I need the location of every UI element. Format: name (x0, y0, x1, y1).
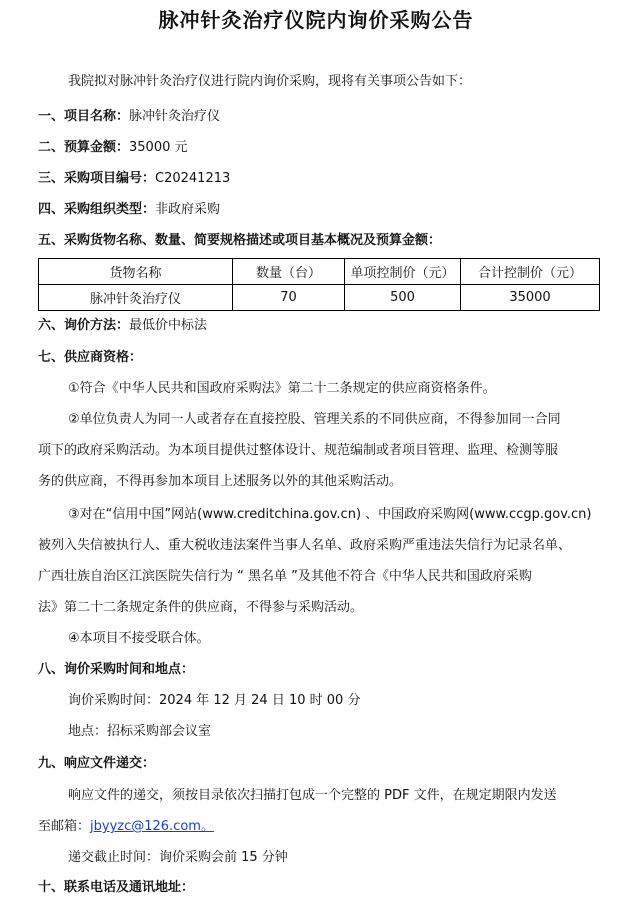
table-cell: 500 (345, 285, 461, 311)
section-value: 脉冲针灸治疗仪 (129, 109, 221, 124)
section-label: 六、询价方法： (38, 318, 130, 333)
section-org-type (38, 202, 220, 218)
section-value: 非政府采购 (155, 202, 221, 217)
section-label: 十、联系电话及通讯地址： (38, 880, 195, 895)
submission-email-line (38, 819, 214, 835)
section-label: 九、响应文件递交： (38, 756, 156, 771)
table-header-cell: 单项控制价（元） (345, 259, 461, 285)
submission-deadline: 递交截止时间：询价采购会前 15 分钟 (68, 850, 288, 865)
section-method (38, 318, 207, 334)
section-label: 五、采购货物名称、数量、简要规格描述或项目基本概况及预算金额： (38, 233, 442, 248)
section-time-place-heading (38, 662, 194, 678)
qualification-item-3-line: 法》第二十二条规定条件的供应商，不得参与采购活动。 (38, 600, 364, 615)
qualification-item-3-line: ③对在“信用中国”网站(www.creditchina.gov.cn) 、中国政府采购网(www.ccgp.gov.cn) (68, 507, 592, 522)
section-goods-heading (38, 233, 441, 249)
page-title: 脉冲针灸治疗仪院内询价采购公告 (158, 8, 474, 32)
section-project-name (38, 109, 220, 125)
goods-table (38, 258, 600, 311)
qualification-item-3-line: 被列入失信被执行人、重大税收违法案件当事人名单、政府采购严重违法失信行为记录名单、 (38, 538, 572, 553)
table-cell: 35000 (461, 285, 600, 311)
section-label: 七、供应商资格： (38, 350, 143, 365)
email-label: 至邮箱： (38, 819, 91, 834)
qualification-item-2-line: 务的供应商，不得再参加本项目上述服务以外的其他采购活动。 (38, 474, 403, 489)
section-value: 35000 元 (129, 140, 188, 155)
table-header-cell: 数量（台） (233, 259, 345, 285)
section-label: 三、采购项目编号： (38, 171, 156, 186)
table-row (39, 285, 600, 311)
section-label: 一、项目名称： (38, 109, 130, 124)
qualification-item-1: ①符合《中华人民共和国政府采购法》第二十二条规定的供应商资格条件。 (68, 381, 496, 396)
section-submission-heading (38, 756, 155, 772)
section-value: 最低价中标法 (129, 318, 208, 333)
section-label: 八、询价采购时间和地点： (38, 662, 195, 677)
table-header-row (39, 259, 600, 285)
qualification-item-3-line: 广西壮族自治区江滨医院失信行为 “ 黑名单 ”及其他不符合《中华人民共和国政府采购 (38, 569, 532, 584)
qualification-item-2-line: 项下的政府采购活动。为本项目提供过整体设计、规范编制或者项目管理、监理、检测等服 (38, 443, 559, 458)
qualification-item-2-line: ②单位负责人为同一人或者存在直接控股、管理关系的不同供应商，不得参加同一合同 (68, 412, 561, 427)
section-contact-heading (38, 880, 194, 896)
qualification-item-4: ④本项目不接受联合体。 (68, 631, 210, 646)
procurement-place: 地点：招标采购部会议室 (68, 724, 212, 739)
table-cell: 脉冲针灸治疗仪 (39, 285, 233, 311)
section-project-number (38, 171, 230, 187)
section-qualification-heading (38, 350, 142, 366)
section-label: 四、采购组织类型： (38, 202, 156, 217)
intro-text: 我院拟对脉冲针灸治疗仪进行院内询价采购，现将有关事项公告如下： (68, 74, 472, 89)
section-value: C20241213 (155, 171, 231, 186)
table-cell: 70 (233, 285, 345, 311)
section-budget (38, 140, 188, 156)
section-label: 二、预算金额： (38, 140, 130, 155)
email-link[interactable]: jbyyzc@126.com。 (90, 819, 214, 834)
table-header-cell: 货物名称 (39, 259, 233, 285)
table-header-cell: 合计控制价（元） (461, 259, 600, 285)
submission-instructions: 响应文件的递交，须按目录依次扫描打包成一个完整的 PDF 文件，在规定期限内发送 (68, 788, 557, 803)
procurement-time: 询价采购时间：2024 年 12 月 24 日 10 时 00 分 (68, 693, 361, 708)
